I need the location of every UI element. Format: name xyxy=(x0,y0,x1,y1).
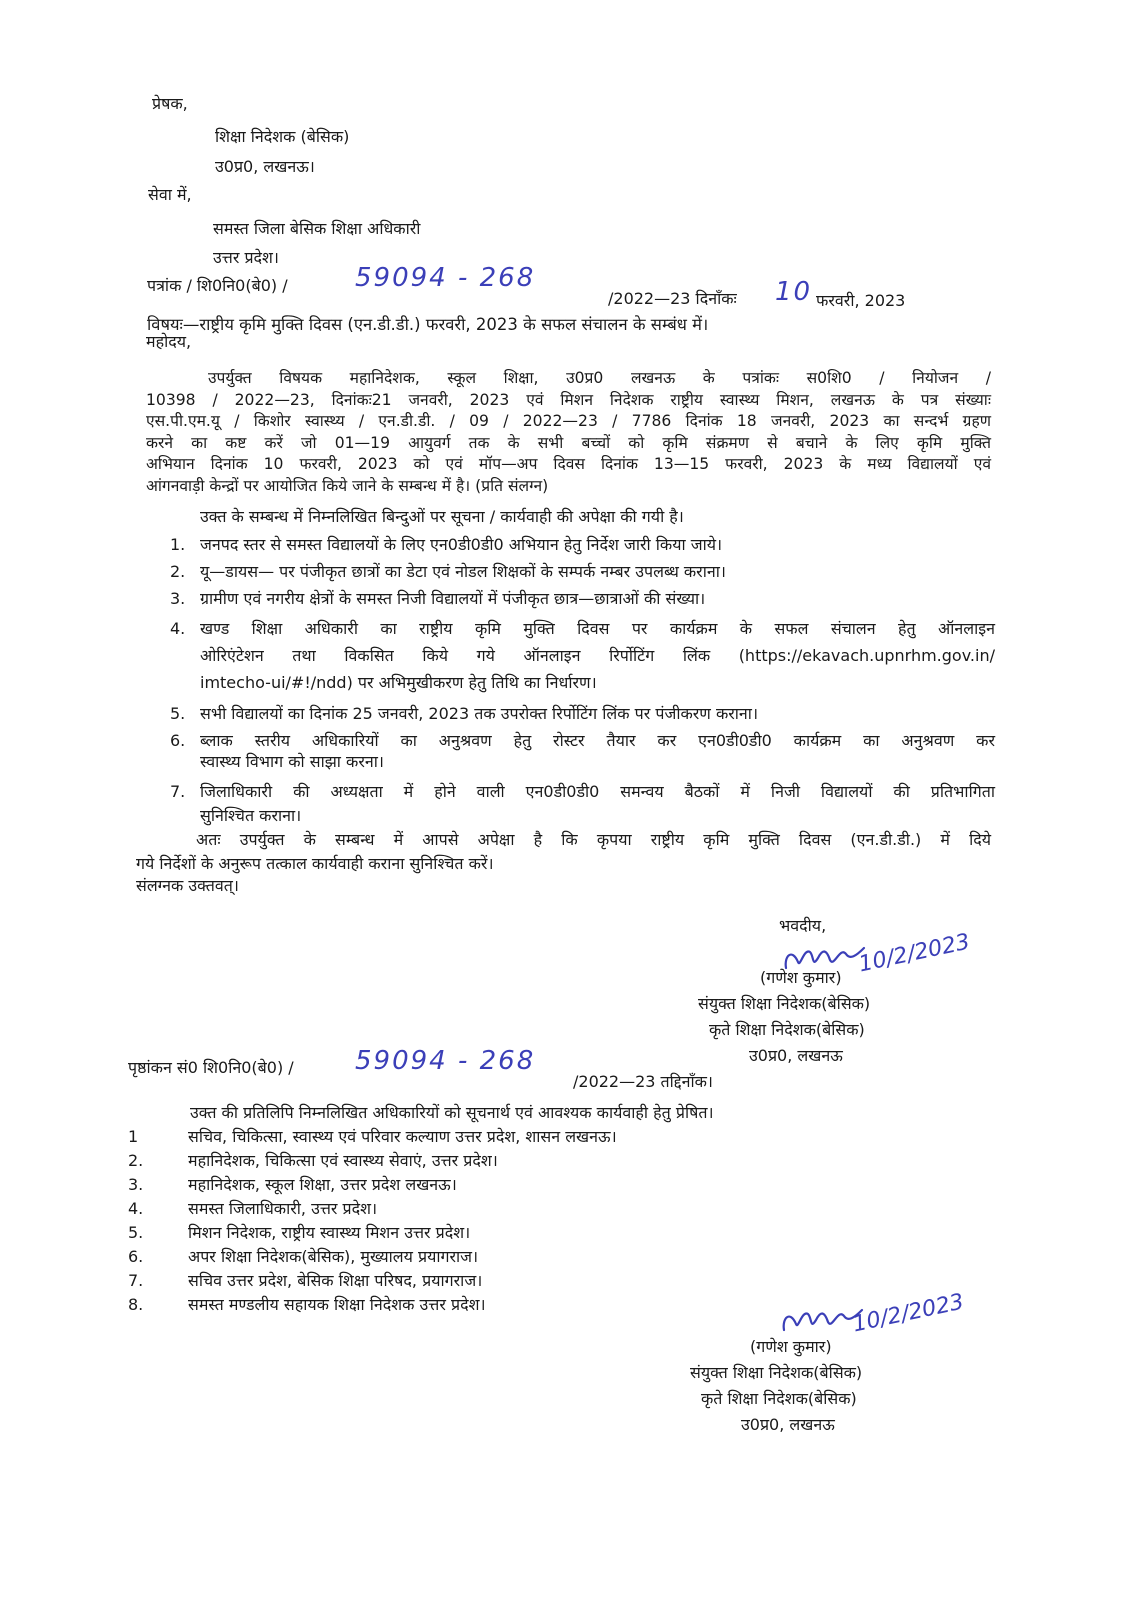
sender-line-2: उ0प्र0, लखनऊ। xyxy=(215,157,315,176)
body-paragraph-1 xyxy=(146,368,991,497)
endorsement-prefix: पृष्ठांकन सं0 शि0नि0(बे0) / xyxy=(128,1058,294,1077)
point-text: ओरिएंटेशन तथा विकसित किये गये ऑनलाइन रिर्पोटिंग लिंक (https://ekavach.upnrhm.gov.in/ xyxy=(200,646,995,665)
point-item xyxy=(170,562,990,582)
point-text: imtecho-ui/#!/ndd) पर अभिमुखीकरण हेतु तिथि का निर्धारण। xyxy=(200,673,597,692)
point-text: जिलाधिकारी की अध्यक्षता में होने वाली एन0डी0डी0 समन्वय बैठकों में निजी विद्यालयों की प्रतिभागिता xyxy=(200,782,995,801)
point-text: स्वास्थ्य विभाग को साझा करना। xyxy=(200,752,384,771)
signature-date-handwritten: 10/2/2023 xyxy=(850,1289,967,1338)
copy-list-item xyxy=(128,1223,470,1243)
signatory-on-behalf: कृते शिक्षा निदेशक(बेसिक) xyxy=(701,1389,857,1408)
signatory-designation: संयुक्त शिक्षा निदेशक(बेसिक) xyxy=(690,1363,863,1382)
copy-recipient: समस्त मण्डलीय सहायक शिक्षा निदेशक उत्तर प्रदेश। xyxy=(188,1295,486,1314)
para1-line: करने का कष्ट करें जो 01—19 आयुवर्ग तक के सभी बच्चों को कृमि संक्रमण से बचाने के लिए कृमि मुक्ति xyxy=(146,433,991,452)
endorsement-number-handwritten: 59094 - 268 xyxy=(355,1046,536,1076)
point-number: 1. xyxy=(170,535,186,554)
endorsement-suffix: /2022—23 तद्दिनाँक। xyxy=(573,1072,713,1091)
point-text: सुनिश्चित कराना। xyxy=(200,806,302,825)
copy-number: 4. xyxy=(128,1199,144,1218)
para1-line: आंगनवाड़ी केन्द्रों पर आयोजित किये जाने के सम्बन्ध में है। (प्रति संलग्न) xyxy=(146,476,549,495)
signatory-name: (गणेश कुमार) xyxy=(760,968,842,987)
copy-list-item xyxy=(128,1199,377,1219)
copy-list-item xyxy=(128,1295,486,1315)
copy-number: 6. xyxy=(128,1247,144,1266)
point-number: 4. xyxy=(170,619,186,638)
recipient-line-1: समस्त जिला बेसिक शिक्षा अधिकारी xyxy=(213,219,421,238)
reference-number-handwritten: 59094 - 268 xyxy=(355,263,536,293)
enclosure-note: संलग्नक उक्तवत्। xyxy=(136,876,239,895)
point-text: यू—डायस— पर पंजीकृत छात्रों का डेटा एवं नोडल शिक्षकों के सम्पर्क नम्बर उपलब्ध कराना। xyxy=(200,562,726,581)
signature-date-handwritten: 10/2/2023 xyxy=(856,929,973,978)
closing-yours-faithfully: भवदीय, xyxy=(779,916,827,935)
copy-list-item xyxy=(128,1271,482,1291)
point-text: ग्रामीण एवं नगरीय क्षेत्रों के समस्त निजी विद्यालयों में पंजीकृत छात्र—छात्राओं की संख्या। xyxy=(200,589,706,608)
sender-line-1: शिक्षा निदेशक (बेसिक) xyxy=(215,127,350,146)
point-item xyxy=(170,730,995,772)
signatory-designation: संयुक्त शिक्षा निदेशक(बेसिक) xyxy=(698,994,871,1013)
reference-day-handwritten: 10 xyxy=(775,277,813,307)
para3-line: अतः उपर्युक्त के सम्बन्ध में आपसे अपेक्षा है कि कृपया राष्ट्रीय कृमि मुक्ति दिवस (एन.डी.डी.) में दिये xyxy=(196,830,991,849)
signatory-on-behalf: कृते शिक्षा निदेशक(बेसिक) xyxy=(709,1020,865,1039)
copy-list-item xyxy=(128,1247,478,1267)
subject-line: विषयः—राष्ट्रीय कृमि मुक्ति दिवस (एन.डी.डी.) फरवरी, 2023 के सफल संचालन के सम्बंध में। xyxy=(147,315,709,334)
signatory-name: (गणेश कुमार) xyxy=(750,1337,832,1356)
copy-number: 2. xyxy=(128,1151,144,1170)
point-item xyxy=(170,704,990,724)
point-number: 6. xyxy=(170,731,186,750)
copy-number: 8. xyxy=(128,1295,144,1314)
copy-number: 3. xyxy=(128,1175,144,1194)
point-number: 3. xyxy=(170,589,186,608)
point-number: 7. xyxy=(170,782,186,801)
para1-line: 10398 / 2022—23, दिनांकः21 जनवरी, 2023 एवं मिशन निदेशक राष्ट्रीय स्वास्थ्य मिशन, लखनऊ के पत्र संख्याः xyxy=(146,390,991,409)
sender-label: प्रेषक, xyxy=(152,94,188,113)
body-paragraph-2: उक्त के सम्बन्ध में निम्नलिखित बिन्दुओं पर सूचना / कार्यवाही की अपेक्षा की गयी है। xyxy=(200,507,684,526)
copy-list-item xyxy=(128,1127,617,1147)
para1-line: अभियान दिनांक 10 फरवरी, 2023 को एवं मॉप—अप दिवस दिनांक 13—15 फरवरी, 2023 के मध्य विद्यालयों एवं xyxy=(146,455,991,473)
copy-list-item xyxy=(128,1151,498,1171)
point-text: ब्लाक स्तरीय अधिकारियों का अनुश्रवण हेतु रोस्टर तैयार कर एन0डी0डी0 कार्यक्रम का अनुश्रवण कर xyxy=(200,731,995,750)
copy-number: 1 xyxy=(128,1127,139,1146)
copy-recipient: महानिदेशक, स्कूल शिक्षा, उत्तर प्रदेश लखनऊ। xyxy=(188,1175,457,1194)
point-item xyxy=(170,780,995,828)
copy-list-item xyxy=(128,1175,457,1195)
recipient-line-2: उत्तर प्रदेश। xyxy=(213,248,279,267)
point-item xyxy=(170,615,995,696)
reference-month-year: फरवरी, 2023 xyxy=(816,291,906,310)
copy-number: 7. xyxy=(128,1271,144,1290)
copy-recipient: सचिव उत्तर प्रदेश, बेसिक शिक्षा परिषद, प्रयागराज। xyxy=(188,1271,483,1290)
point-number: 5. xyxy=(170,704,186,723)
copy-recipient: सचिव, चिकित्सा, स्वास्थ्य एवं परिवार कल्याण उत्तर प्रदेश, शासन लखनऊ। xyxy=(188,1127,617,1146)
endorsement-intro: उक्त की प्रतिलिपि निम्नलिखित अधिकारियों को सूचनार्थ एवं आवश्यक कार्यवाही हेतु प्रेषित। xyxy=(190,1103,714,1122)
copy-recipient: मिशन निदेशक, राष्ट्रीय स्वास्थ्य मिशन उत्तर प्रदेश। xyxy=(188,1223,471,1242)
reference-year-date: /2022—23 दिनाँकः xyxy=(608,289,737,308)
para1-line: उपर्युक्त विषयक महानिदेशक, स्कूल शिक्षा, उ0प्र0 लखनऊ के पत्रांकः स0शि0 / नियोजन / xyxy=(208,369,991,387)
reference-prefix: पत्रांक / शि0नि0(बे0) / xyxy=(147,276,288,295)
point-item xyxy=(170,535,990,555)
point-item xyxy=(170,589,990,609)
point-text: खण्ड शिक्षा अधिकारी का राष्ट्रीय कृमि मुक्ति दिवस पर कार्यक्रम के सफल संचालन हेतु ऑनलाइन xyxy=(200,619,995,638)
copy-recipient: समस्त जिलाधिकारी, उत्तर प्रदेश। xyxy=(188,1199,378,1218)
copy-recipient: अपर शिक्षा निदेशक(बेसिक), मुख्यालय प्रयागराज। xyxy=(188,1247,479,1266)
copy-number: 5. xyxy=(128,1223,144,1242)
recipient-label: सेवा में, xyxy=(148,185,192,204)
para3-line: गये निर्देशों के अनुरूप तत्काल कार्यवाही कराना सुनिश्चित करें। xyxy=(136,854,494,873)
copy-recipient: महानिदेशक, चिकित्सा एवं स्वास्थ्य सेवाएं, उत्तर प्रदेश। xyxy=(188,1151,498,1170)
salutation: महोदय, xyxy=(146,332,192,351)
signatory-place: उ0प्र0, लखनऊ xyxy=(741,1415,835,1434)
point-text: जनपद स्तर से समस्त विद्यालयों के लिए एन0डी0डी0 अभियान हेतु निर्देश जारी किया जाये। xyxy=(200,535,723,554)
signatory-place: उ0प्र0, लखनऊ xyxy=(749,1046,843,1065)
body-paragraph-3 xyxy=(136,828,991,876)
point-number: 2. xyxy=(170,562,186,581)
para1-line: एस.पी.एम.यू / किशोर स्वास्थ्य / एन.डी.डी. / 09 / 2022—23 / 7786 दिनांक 18 जनवरी, 2023 का सन्दर्भ ग्रहण xyxy=(146,412,991,430)
point-text: सभी विद्यालयों का दिनांक 25 जनवरी, 2023 तक उपरोक्त रिर्पोटिंग लिंक पर पंजीकरण कराना। xyxy=(200,704,759,723)
